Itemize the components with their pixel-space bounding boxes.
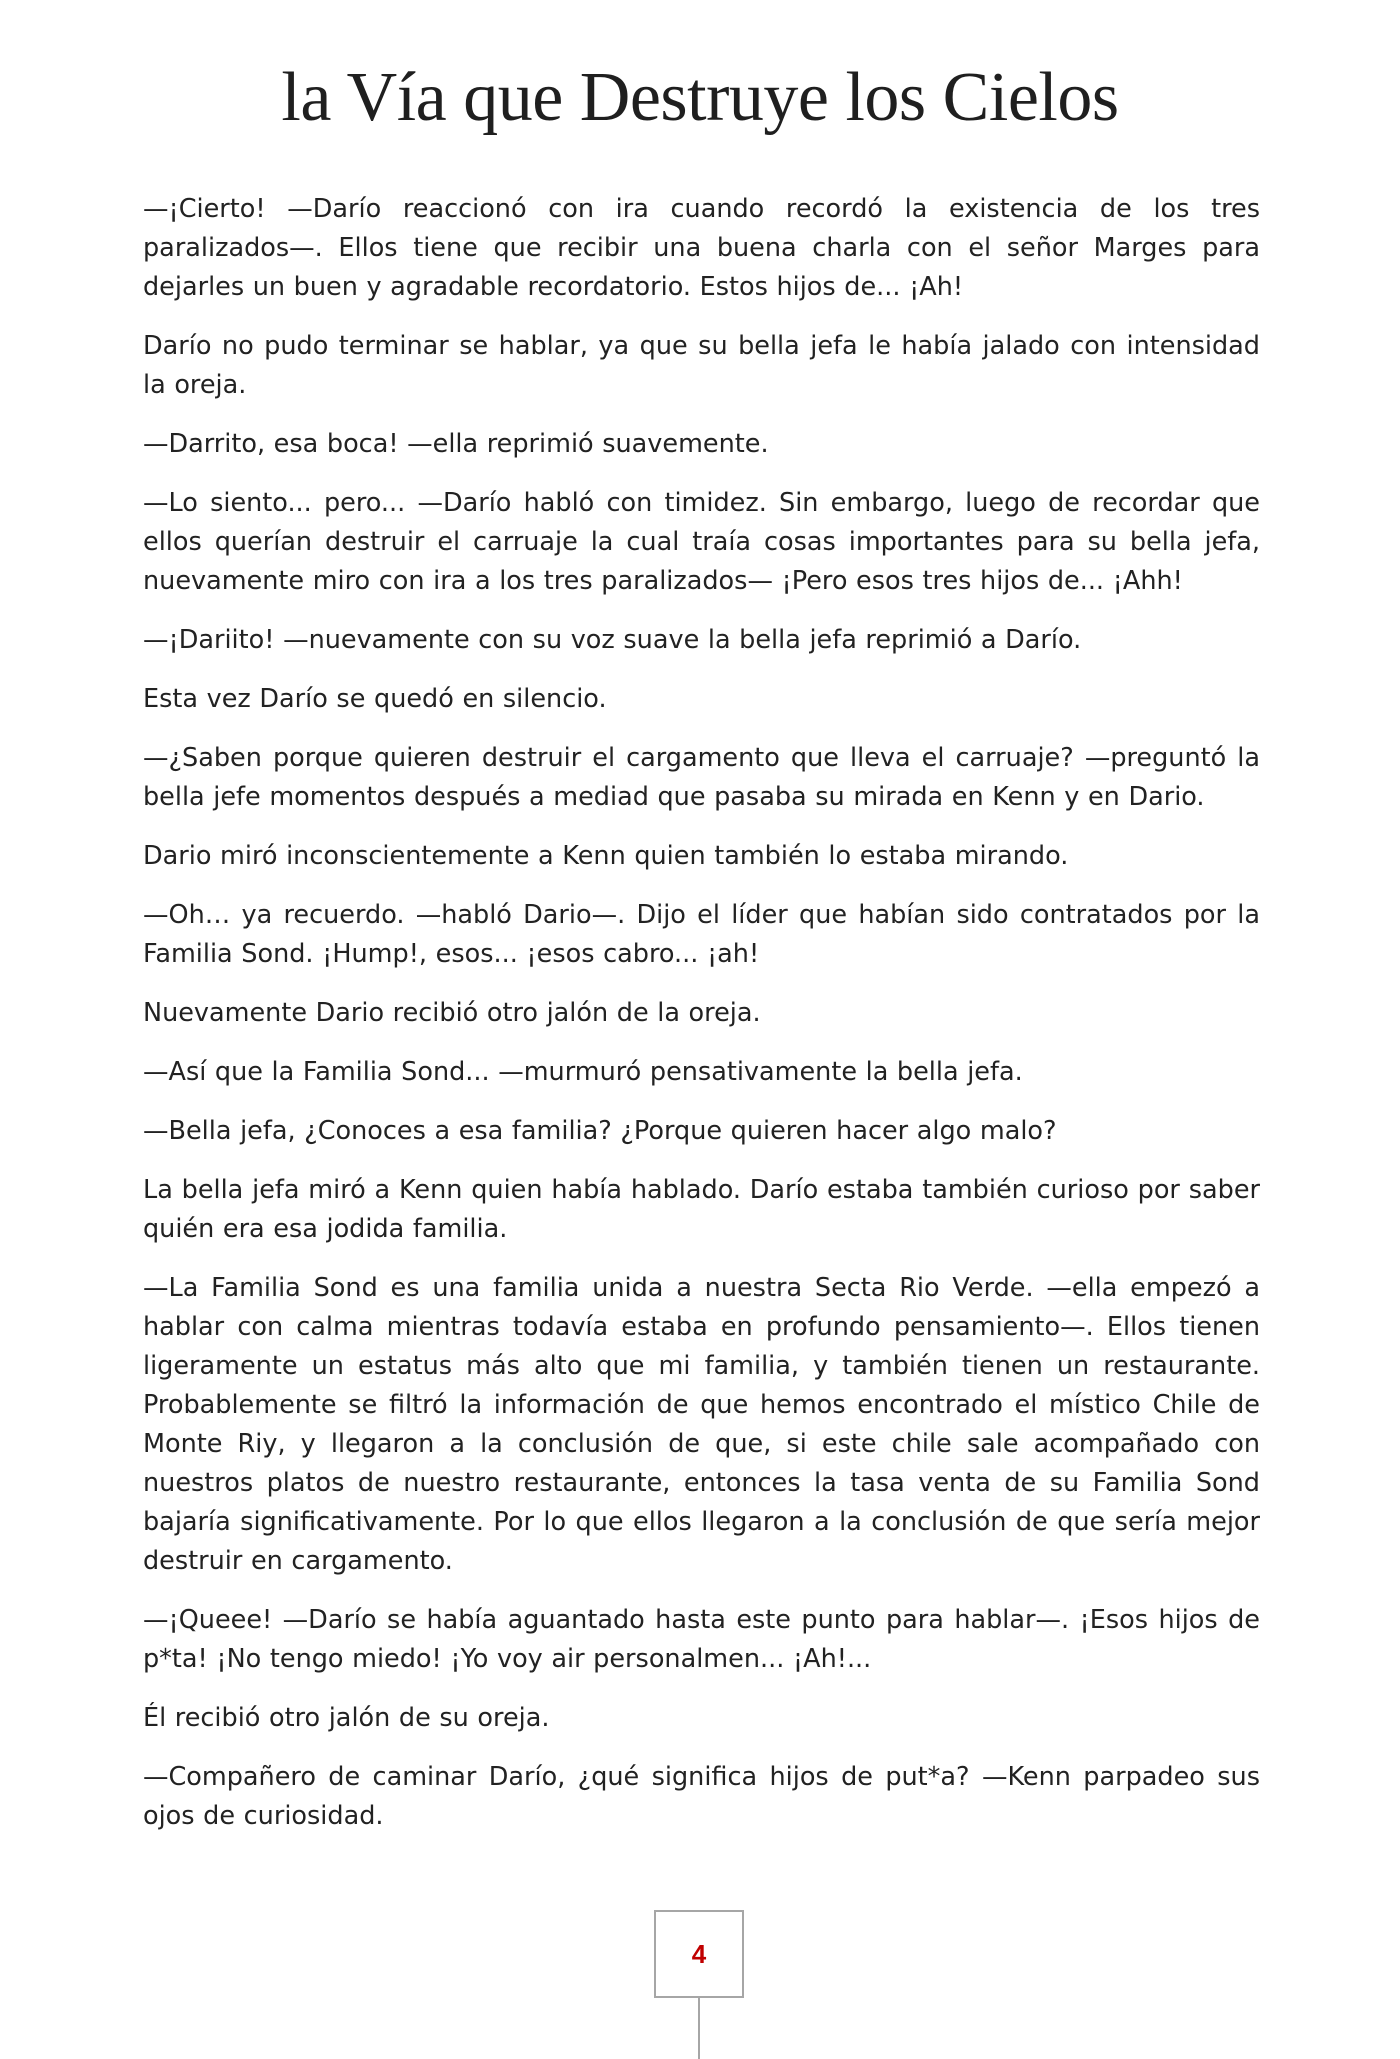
paragraph: —Bella jefa, ¿Conoces a esa familia? ¿Porque quieren hacer algo malo? xyxy=(143,1116,1057,1146)
paragraph: Dario miró inconscientemente a Kenn quien también lo estaba mirando. xyxy=(143,841,1069,871)
paragraph: —Compañero de caminar Darío, ¿qué significa hijos de put*a? —Kenn parpadeo sus ojos de curiosidad. xyxy=(143,1762,1260,1831)
paragraph: —La Familia Sond es una familia unida a nuestra Secta Rio Verde. —ella empezó a hablar con calma mientras todavía estaba en profundo pensamiento—. Ellos tienen ligeramente un estatus más alto que mi familia, y también tienen un restaurante. Probablemente se filtró la información de que hemos encontrado el místico Chile de Monte Riy, y llegaron a la conclusión de que, si este chile sale acompañado con nuestros platos de nuestro restaurante, entonces la tasa venta de su Familia Sond bajaría significativamente. Por lo que ellos llegaron a la conclusión de que sería mejor destruir en cargamento. xyxy=(143,1273,1260,1576)
paragraph: —¡Cierto! —Darío reaccionó con ira cuando recordó la existencia de los tres paralizados—. Ellos tiene que recibir una buena charla con el señor Marges para dejarles un buen y agradable recordatorio. Estos hijos de... ¡Ah! xyxy=(143,194,1260,302)
paragraph: La bella jefa miró a Kenn quien había hablado. Darío estaba también curioso por saber quién era esa jodida familia. xyxy=(143,1175,1260,1244)
paragraph: —Lo siento... pero... —Darío habló con timidez. Sin embargo, luego de recordar que ellos querían destruir el carruaje la cual traía cosas importantes para su bella jefa, nuevamente miro con ira a los tres paralizados— ¡Pero esos tres hijos de... ¡Ahh! xyxy=(143,488,1260,596)
page-title: la Vía que Destruye los Cielos xyxy=(281,59,1119,136)
page-number-box xyxy=(654,1910,744,1998)
page-number-connector-line xyxy=(698,1998,700,2059)
paragraph: Nuevamente Dario recibió otro jalón de la oreja. xyxy=(143,998,761,1028)
paragraph: —¿Saben porque quieren destruir el cargamento que lleva el carruaje? —preguntó la bella jefe momentos después a mediad que pasaba su mirada en Kenn y en Dario. xyxy=(143,743,1260,812)
paragraph: —Así que la Familia Sond... —murmuró pensativamente la bella jefa. xyxy=(143,1057,1023,1087)
page-number: 4 xyxy=(691,1938,707,1969)
chapter-body xyxy=(143,190,1260,1856)
paragraph: Darío no pudo terminar se hablar, ya que su bella jefa le había jalado con intensidad la oreja. xyxy=(143,331,1260,400)
paragraph: —Oh… ya recuerdo. —habló Dario—. Dijo el líder que habían sido contratados por la Familia Sond. ¡Hump!, esos... ¡esos cabro... ¡ah! xyxy=(143,900,1260,969)
paragraph: —¡Dariito! —nuevamente con su voz suave la bella jefa reprimió a Darío. xyxy=(143,625,1082,655)
paragraph: Esta vez Darío se quedó en silencio. xyxy=(143,684,607,714)
paragraph: Él recibió otro jalón de su oreja. xyxy=(143,1703,550,1733)
paragraph: —Darrito, esa boca! —ella reprimió suavemente. xyxy=(143,429,769,459)
paragraph: —¡Queee! —Darío se había aguantado hasta este punto para hablar—. ¡Esos hijos de p*ta! ¡No tengo miedo! ¡Yo voy air personalmen... ¡Ah!... xyxy=(143,1605,1260,1674)
